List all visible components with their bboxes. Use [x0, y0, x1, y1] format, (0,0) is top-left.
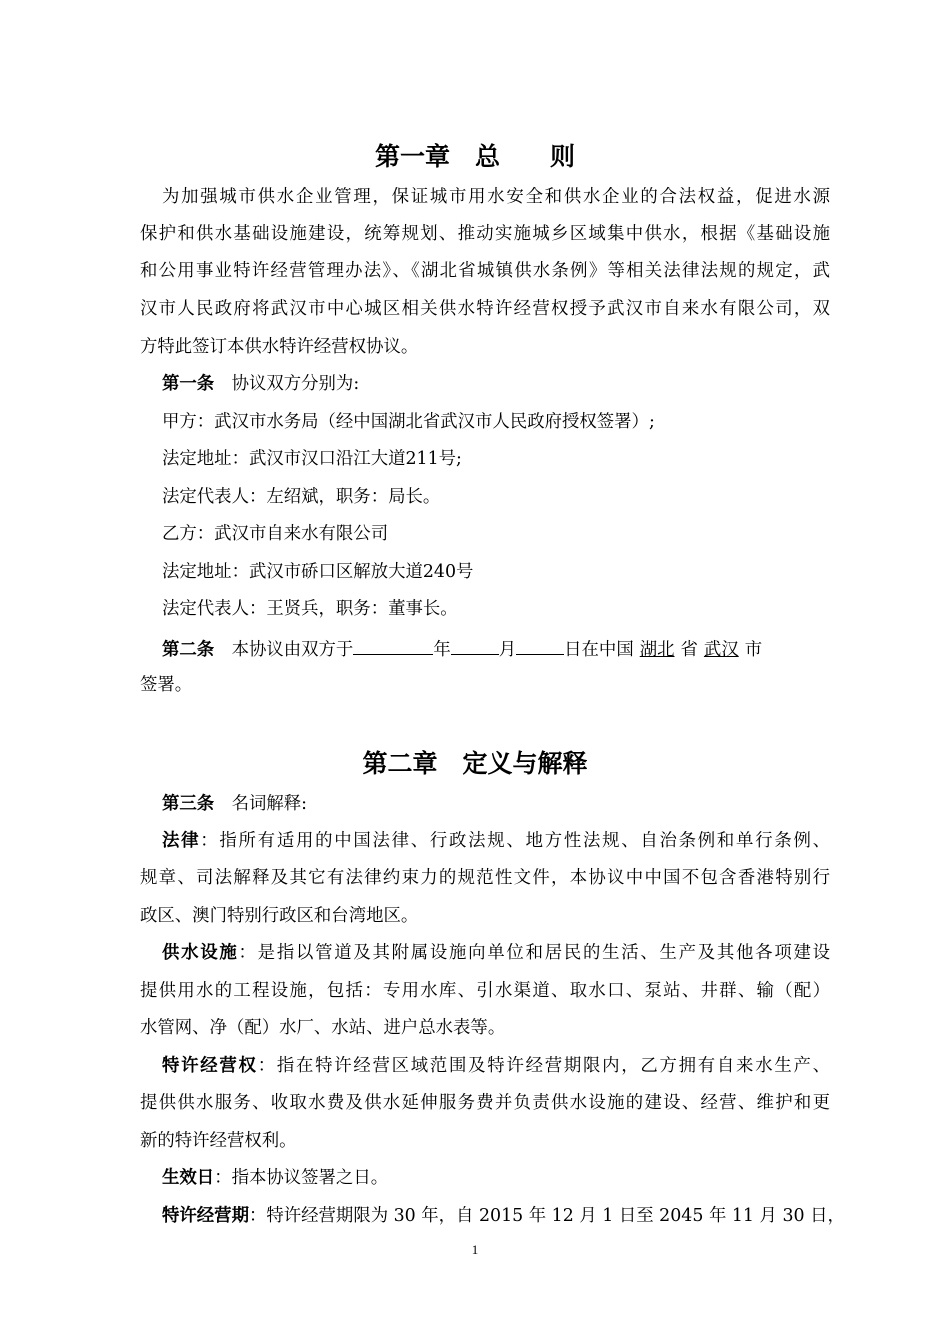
year-blank: [353, 635, 433, 655]
chapter1-title: 第一章 总 则: [374, 142, 575, 171]
page-number: 1: [471, 1242, 479, 1257]
effective-term: 生效日: [162, 1168, 215, 1188]
article-1-text: 协议双方分别为:: [214, 374, 360, 394]
franchise-term: 特许经营权: [162, 1056, 258, 1076]
party-b-address: 法定地址：武汉市硚口区解放大道240号: [162, 562, 474, 582]
facility-text-1: ：是指以管道及其附属设施向单位和居民的生活、生产及其他各项建设: [238, 943, 830, 963]
franchise-definition-line-2: 提供供水服务、收取水费及供水延伸服务费并负责供水设施的建设、经营、维护和更: [140, 1093, 830, 1113]
article-3: [162, 792, 830, 816]
franchise-period-definition: [162, 1204, 845, 1228]
article-3-text: 名词解释:: [214, 794, 308, 814]
month-label: 月: [498, 640, 517, 660]
franchise-definition-line-3: 新的特许经营权利。: [140, 1131, 297, 1151]
law-text-1: ：指所有适用的中国法律、行政法规、地方性法规、自治条例和单行条例、: [200, 831, 830, 851]
intro-line-4: 汉市人民政府将武汉市中心城区相关供水特许经营权授予武汉市自来水有限公司，双: [140, 299, 830, 319]
article-3-label: 第三条: [162, 794, 215, 814]
law-definition-line-2: 规章、司法解释及其它有法律约束力的规范性文件，本协议中中国不包含香港特别行: [140, 868, 830, 888]
period-text: ：特许经营期限为 30 年，自 2015 年 12 月 1 日至 2045 年 11 月 30 日，: [248, 1206, 845, 1226]
article-1-label: 第一条: [162, 374, 215, 394]
province-text: 湖北: [639, 640, 675, 660]
intro-line-3: 和公用事业特许经营管理办法》、《湖北省城镇供水条例》等相关法律法规的规定，武: [140, 261, 830, 281]
facility-definition-line-1: [162, 941, 830, 965]
intro-line-2: 保护和供水基础设施建设，统筹规划、推动实施城乡区域集中供水，根据《基础设施: [140, 224, 830, 244]
city-text: 武汉: [703, 640, 739, 660]
intro-line-1: 为加强城市供水企业管理，保证城市用水安全和供水企业的合法权益，促进水源: [162, 187, 830, 207]
article-2-label: 第二条: [162, 640, 215, 660]
intro-line-5: 方特此签订本供水特许经营权协议。: [140, 337, 419, 357]
law-definition-line-1: [162, 829, 830, 853]
franchise-text-1: ：指在特许经营区域范围及特许经营期限内，乙方拥有自来水生产、: [257, 1056, 830, 1076]
facility-definition-line-3: 水管网、净（配）水厂、水站、进户总水表等。: [140, 1018, 506, 1038]
party-a-address: 法定地址：武汉市汉口沿江大道211号;: [162, 449, 462, 469]
effective-text: ：指本协议签署之日。: [214, 1168, 389, 1188]
article-2-text: 本协议由双方于: [214, 640, 354, 660]
province-label: 省: [680, 640, 698, 660]
party-a-representative: 法定代表人：左绍斌，职务：局长。: [162, 487, 441, 507]
party-a: 甲方：武汉市水务局（经中国湖北省武汉市人民政府授权签署）;: [162, 412, 655, 432]
month-blank: [451, 635, 499, 655]
province-value: [634, 640, 681, 660]
year-label: 年: [433, 640, 451, 660]
article-2-continuation: 签署。: [140, 675, 193, 695]
effective-date-definition: [162, 1166, 830, 1190]
law-definition-line-3: 政区、澳门特别行政区和台湾地区。: [140, 906, 419, 926]
law-term: 法律: [162, 831, 201, 851]
period-term: 特许经营期: [162, 1206, 249, 1226]
party-b-representative: 法定代表人：王贤兵，职务：董事长。: [162, 599, 458, 619]
party-b: 乙方：武汉市自来水有限公司: [162, 524, 389, 544]
city-value: [698, 640, 745, 660]
article-2: [162, 635, 830, 662]
franchise-definition-line-1: [162, 1054, 830, 1078]
day-label: 日在中国: [564, 640, 634, 660]
facility-definition-line-2: 提供用水的工程设施，包括：专用水库、引水渠道、取水口、泵站、井群、输（配）: [140, 981, 830, 1001]
chapter2-title: 第二章 定义与解释: [362, 749, 588, 778]
city-label: 市: [744, 640, 763, 660]
facility-term: 供水设施: [162, 943, 239, 963]
article-1: [162, 372, 830, 396]
day-blank: [516, 635, 564, 655]
